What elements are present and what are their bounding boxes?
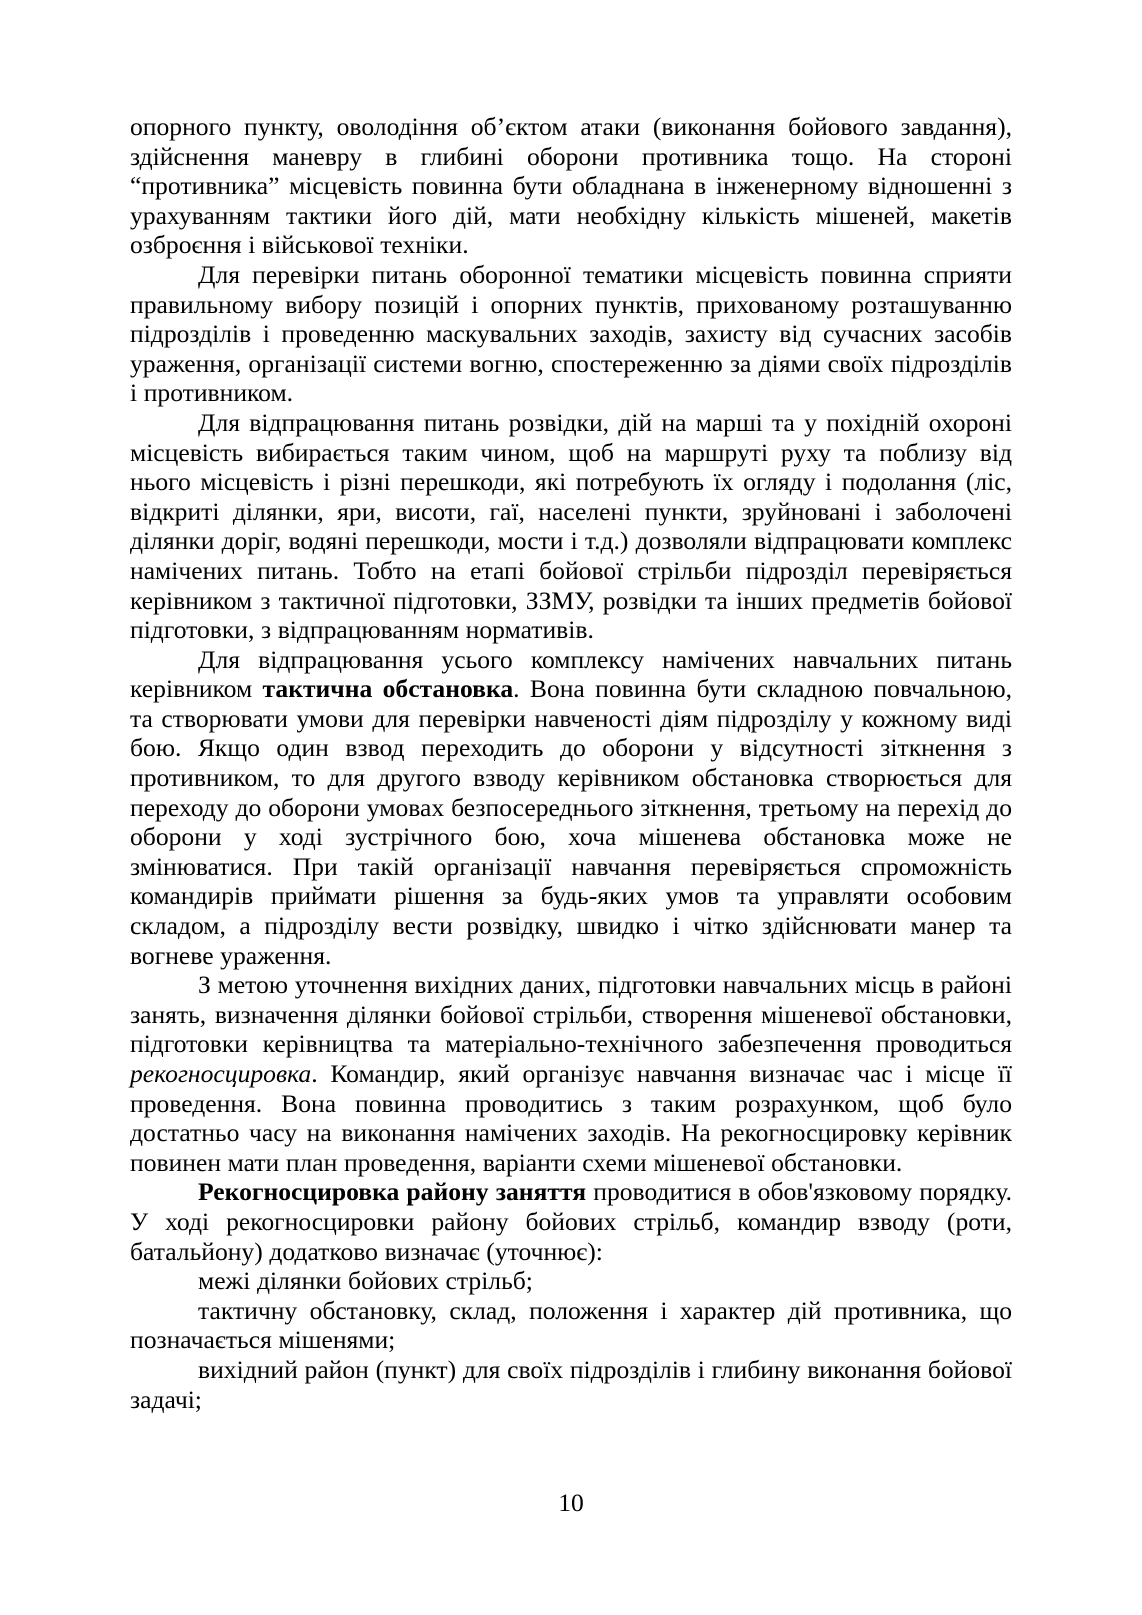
text-run: Для відпрацювання усього комплексу намічених навчальних питань керівником: [130, 644, 1012, 704]
list-item-taktychnu-obstanovku: [130, 1296, 1012, 1355]
paragraph-opornogo-punktu: [130, 112, 1012, 260]
text-run: проводитися в обов'язковому порядку. У ході рекогносцировки району бойових стрільб, командир взводу (роти, батальйону) додатково визначає (уточнює):: [130, 1177, 1012, 1266]
bold-run: тактична обстановка: [262, 674, 514, 704]
paragraph-dlya-perevirky: [130, 260, 1012, 408]
page-body-text: [130, 112, 1012, 1414]
text-run: . Вона повинна бути складною повчальною, та створювати умови для перевірки навченості діям підрозділу у кожному виді бою. Якщо один взвод переходить до оборони у відсутності зіткнення з противником, то для другого взводу керівником обстановка створюється для переходу до оборони умовах безпосереднього зіткнення, третьому на перехід до оборони у ході зустрічного бою, хоча мішенева обстановка може не змінюватися. При такій організації навчання перевіряється спроможність командирів приймати рішення за будь-яких умов та управляти особовим складом, а підрозділу вести розвідку, швидко і чітко здійснювати манер та вогневе ураження.: [130, 674, 1012, 970]
text-run: З метою уточнення вихідних даних, підготовки навчальних місць в районі занять, визначення ділянки бойової стрільби, створення мішеневої обстановки, підготовки керівництва та матеріально-технічного забезпечення проводиться: [130, 970, 1012, 1059]
text-run: Для перевірки питань оборонної тематики місцевість повинна сприяти правильному вибору позицій і опорних пунктів, прихованому розташуванню підрозділів і проведенню маскувальних заходів, захисту від сучасних засобів ураження, організації системи вогню, спостереженню за діями своїх підрозділів і противником.: [130, 259, 1012, 408]
paragraph-dlya-vidpratsyuvannya-rozvidky: [130, 408, 1012, 645]
text-run: тактичну обстановку, склад, положення і характер дій противника, що позначається мішенями;: [130, 1295, 1012, 1355]
text-run: . Командир, який організує навчання визначає час і місце її проведення. Вона повинна проводитись з таким розрахунком, щоб було достатньо часу на виконання намічених заходів. На рекогносцировку керівник повинен мати план проведення, варіанти схеми мішеневої обстановки.: [130, 1059, 1012, 1177]
paragraph-rekognostsyrovka: [130, 970, 1012, 1177]
text-run: вихідний район (пункт) для своїх підрозділів і глибину виконання бойової задачі;: [130, 1354, 1012, 1414]
paragraph-taktychna-obstanovka: [130, 645, 1012, 971]
paragraph-rekognostsyrovka-rayonu-zanyattya: [130, 1177, 1012, 1266]
text-run: межі ділянки бойових стрільб;: [198, 1266, 533, 1296]
text-run: опорного пункту, оволодіння об’єктом атаки (виконання бойового завдання), здійснення маневру в глибині оборони противника тощо. На стороні “противника” місцевість повинна бути обладнана в інженерному відношенні з урахуванням тактики його дій, мати необхідну кількість мішеней, макетів озброєння і військової техніки.: [130, 112, 1012, 260]
italic-run: рекогносцировка: [130, 1059, 312, 1088]
bold-run: Рекогносцировка району заняття: [198, 1177, 587, 1207]
page-number: 10: [558, 1488, 584, 1517]
text-run: Для відпрацювання питань розвідки, дій на марші та у похідній охороні місцевість вибирається таким чином, щоб на маршруті руху та поблизу від нього місцевість і різні перешкоди, які потребують їх огляду і подолання (ліс, відкриті ділянки, яри, висоти, гаї, населені пункти, зруйновані і заболочені ділянки доріг, водяні перешкоди, мости і т.д.) дозволяли відпрацювати комплекс намічених питань. Тобто на етапі бойової стрільби підрозділ перевіряється керівником з тактичної підготовки, ЗЗМУ, розвідки та інших предметів бойової підготовки, з відпрацюванням нормативів.: [130, 407, 1012, 645]
list-item-vyhidnyi-rayon: [130, 1355, 1012, 1414]
list-item-mezhi-dilyanky: [130, 1266, 1012, 1296]
